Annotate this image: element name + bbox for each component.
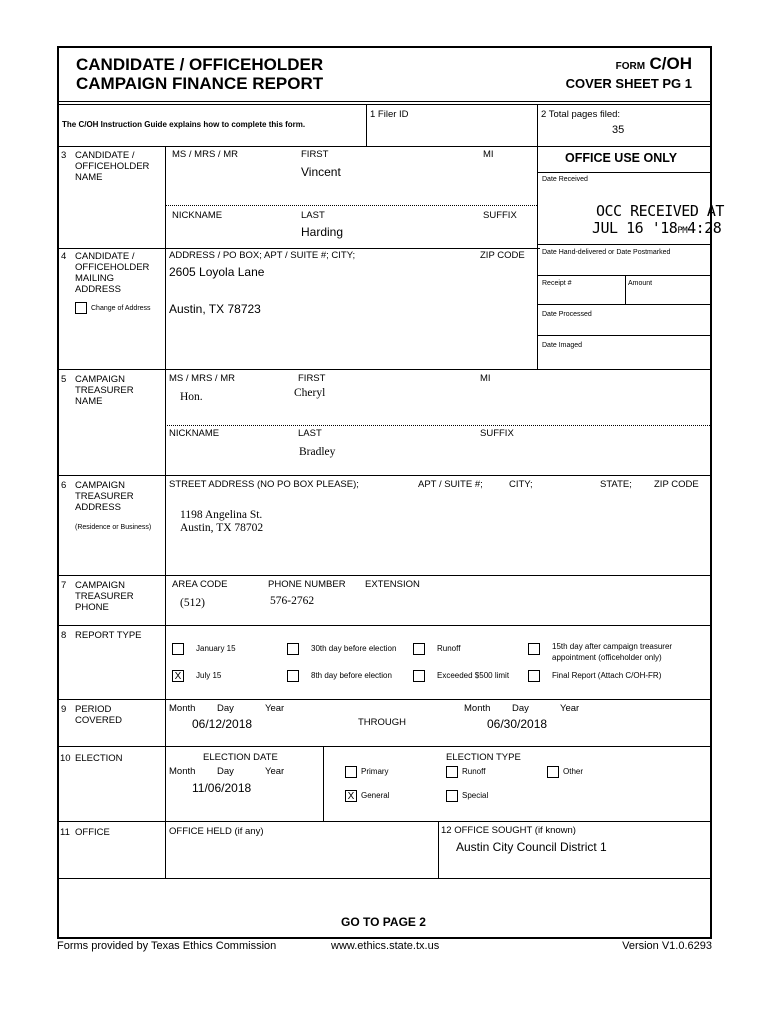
section-label: OFFICE xyxy=(75,827,110,838)
column-divider xyxy=(625,275,626,304)
cover-sheet-label: COVER SHEET PG 1 xyxy=(565,76,692,91)
period-to[interactable]: 06/30/2018 xyxy=(487,717,548,731)
divider xyxy=(57,746,712,747)
area-code-value[interactable]: (512) xyxy=(180,597,205,609)
option-label: Runoff xyxy=(462,767,486,776)
street-label: STREET ADDRESS (NO PO BOX PLEASE); xyxy=(169,479,359,490)
primary-checkbox[interactable] xyxy=(345,766,357,778)
section-label: CAMPAIGN TREASURER NAME xyxy=(75,374,134,407)
section-label: CAMPAIGN TREASURER ADDRESS xyxy=(75,480,134,513)
year-label: Year xyxy=(265,766,285,777)
section-label: REPORT TYPE xyxy=(75,630,142,641)
section-number: 10 xyxy=(60,753,71,764)
section-number: 9 xyxy=(61,704,67,715)
treasurer-last-name[interactable]: Bradley xyxy=(299,446,336,458)
divider xyxy=(537,172,712,173)
option-label: July 15 xyxy=(196,671,222,680)
divider xyxy=(57,878,712,879)
special-checkbox[interactable] xyxy=(446,790,458,802)
residence-note: (Residence or Business) xyxy=(75,524,152,531)
date-hand-label: Date Hand-delivered or Date Postmarked xyxy=(542,249,671,256)
section-number: 5 xyxy=(61,374,67,385)
receipt-label: Receipt # xyxy=(542,280,572,287)
option-label: 30th day before election xyxy=(311,644,397,653)
section-number: 7 xyxy=(61,580,67,591)
form-title-line1: CANDIDATE / OFFICEHOLDER xyxy=(76,55,324,74)
apt-label: APT / SUITE #; xyxy=(418,479,483,490)
office-sought-label: 12 OFFICE SOUGHT (if known) xyxy=(441,825,576,836)
runoff-checkbox[interactable] xyxy=(446,766,458,778)
mi-label: MI xyxy=(483,149,494,160)
first-label: FIRST xyxy=(301,149,329,160)
30th-day-checkbox[interactable] xyxy=(287,643,299,655)
divider xyxy=(57,625,712,626)
website: www.ethics.state.tx.us xyxy=(331,940,440,952)
divider xyxy=(57,575,712,576)
state-label: STATE; xyxy=(600,479,632,490)
month-label: Month xyxy=(464,703,491,714)
option-label: 15th day after campaign treasurer xyxy=(552,642,673,651)
date-imaged-label: Date Imaged xyxy=(542,342,583,349)
column-divider xyxy=(438,821,439,878)
form-code: FORM C/OH xyxy=(615,54,692,73)
treasurer-address-line1[interactable]: 1198 Angelina St. xyxy=(180,509,263,521)
option-label: Other xyxy=(563,767,584,776)
column-divider xyxy=(537,104,538,369)
section-number: 3 xyxy=(61,150,67,161)
total-pages-label: 2 Total pages filed: xyxy=(541,109,621,120)
section-label: CANDIDATE / OFFICEHOLDER MAILING ADDRESS xyxy=(75,251,150,295)
divider xyxy=(57,101,712,102)
suffix-label: SUFFIX xyxy=(483,210,517,221)
column-divider xyxy=(323,746,324,821)
zip-label: ZIP CODE xyxy=(654,479,699,490)
option-label: Runoff xyxy=(437,644,461,653)
section-label: CAMPAIGN TREASURER PHONE xyxy=(75,580,134,613)
divider xyxy=(537,244,712,245)
8th-day-checkbox[interactable] xyxy=(287,670,299,682)
first-label: FIRST xyxy=(298,373,326,384)
provided-by: Forms provided by Texas Ethics Commission xyxy=(57,940,277,952)
option-label: Primary xyxy=(361,767,389,776)
election-date-value[interactable]: 11/06/2018 xyxy=(192,781,252,795)
year-label: Year xyxy=(265,703,285,714)
dotted-rule xyxy=(165,205,537,206)
last-label: LAST xyxy=(298,428,322,439)
office-use-title: OFFICE USE ONLY xyxy=(565,151,678,165)
section-number: 4 xyxy=(61,251,67,262)
divider xyxy=(57,475,712,476)
address-label: ADDRESS / PO BOX; APT / SUITE #; CITY; xyxy=(169,250,356,261)
day-label: Day xyxy=(217,703,234,714)
mailing-address-line1[interactable]: 2605 Loyola Lane xyxy=(169,265,265,279)
mailing-address-line2[interactable]: Austin, TX 78723 xyxy=(169,302,261,316)
divider xyxy=(57,821,712,822)
office-sought-value[interactable]: Austin City Council District 1 xyxy=(456,840,607,854)
suffix-label: SUFFIX xyxy=(480,428,514,439)
section-label: PERIOD COVERED xyxy=(75,704,122,726)
divider xyxy=(57,248,540,249)
prefix-label: MS / MRS / MR xyxy=(169,373,235,384)
received-stamp-date: JUL 16 '18PM4:28 xyxy=(592,219,722,237)
treasurer-address-line2[interactable]: Austin, TX 78702 xyxy=(180,522,264,534)
city-label: CITY; xyxy=(509,479,533,490)
divider xyxy=(57,104,712,105)
date-received-label: Date Received xyxy=(542,176,588,183)
election-type-label: ELECTION TYPE xyxy=(446,752,521,763)
divider xyxy=(57,369,712,370)
divider xyxy=(57,699,712,700)
option-label: Final Report (Attach C/OH-FR) xyxy=(552,671,662,680)
section-label: ELECTION xyxy=(75,753,123,764)
office-held-label: OFFICE HELD (if any) xyxy=(169,826,264,837)
prefix-label: MS / MRS / MR xyxy=(172,149,238,160)
day-label: Day xyxy=(512,703,529,714)
change-of-address-checkbox[interactable] xyxy=(75,302,87,314)
option-label: General xyxy=(361,791,390,800)
15th-day-checkbox[interactable] xyxy=(528,643,540,655)
year-label: Year xyxy=(560,703,580,714)
option-label: 8th day before election xyxy=(311,671,392,680)
election-date-label: ELECTION DATE xyxy=(203,752,278,763)
column-divider xyxy=(165,146,166,878)
period-from[interactable]: 06/12/2018 xyxy=(192,717,253,731)
received-stamp: OCC RECEIVED AT xyxy=(596,202,724,220)
area-code-label: AREA CODE xyxy=(172,579,228,590)
date-processed-label: Date Processed xyxy=(542,311,592,318)
column-divider xyxy=(366,104,367,146)
total-pages-value[interactable]: 35 xyxy=(612,124,625,136)
option-label: January 15 xyxy=(196,644,236,653)
candidate-first-name[interactable]: Vincent xyxy=(301,165,341,179)
section-number: 11 xyxy=(60,827,70,838)
through-label: THROUGH xyxy=(358,717,407,728)
runoff-checkbox[interactable] xyxy=(413,643,425,655)
zip-label: ZIP CODE xyxy=(480,250,525,261)
option-label: Special xyxy=(462,791,489,800)
phone-label: PHONE NUMBER xyxy=(268,579,346,590)
other-checkbox[interactable] xyxy=(547,766,559,778)
form-title-line2: CAMPAIGN FINANCE REPORT xyxy=(76,74,324,93)
candidate-last-name[interactable]: Harding xyxy=(301,225,344,239)
treasurer-first-name[interactable]: Cheryl xyxy=(294,387,326,399)
treasurer-prefix[interactable]: Hon. xyxy=(180,391,203,403)
month-label: Month xyxy=(169,703,196,714)
month-label: Month xyxy=(169,766,196,777)
january-15-checkbox[interactable] xyxy=(172,643,184,655)
section-number: 8 xyxy=(61,630,67,641)
exceeded-limit-checkbox[interactable] xyxy=(413,670,425,682)
general-checkbox[interactable]: X xyxy=(345,790,357,802)
amount-label: Amount xyxy=(628,280,653,287)
divider xyxy=(537,304,712,305)
option-label: appointment (officeholder only) xyxy=(552,653,662,662)
divider xyxy=(537,146,712,147)
change-of-address-label: Change of Address xyxy=(91,305,151,312)
july-15-checkbox[interactable]: X xyxy=(172,670,184,682)
extension-label: EXTENSION xyxy=(365,579,420,590)
nickname-label: NICKNAME xyxy=(169,428,220,439)
option-label: Exceeded $500 limit xyxy=(437,671,510,680)
divider xyxy=(537,335,712,336)
instruction-text: The C/OH Instruction Guide explains how to complete this form. xyxy=(62,120,306,129)
final-report-checkbox[interactable] xyxy=(528,670,540,682)
mi-label: MI xyxy=(480,373,491,384)
dotted-rule xyxy=(165,425,712,426)
filer-id-label: 1 Filer ID xyxy=(370,109,409,120)
version: Version V1.0.6293 xyxy=(622,940,712,952)
section-label: CANDIDATE / OFFICEHOLDER NAME xyxy=(75,150,150,183)
section-number: 6 xyxy=(61,480,67,491)
go-to-page-2: GO TO PAGE 2 xyxy=(341,915,426,929)
day-label: Day xyxy=(217,766,234,777)
phone-value[interactable]: 576-2762 xyxy=(270,595,315,607)
nickname-label: NICKNAME xyxy=(172,210,223,221)
last-label: LAST xyxy=(301,210,325,221)
